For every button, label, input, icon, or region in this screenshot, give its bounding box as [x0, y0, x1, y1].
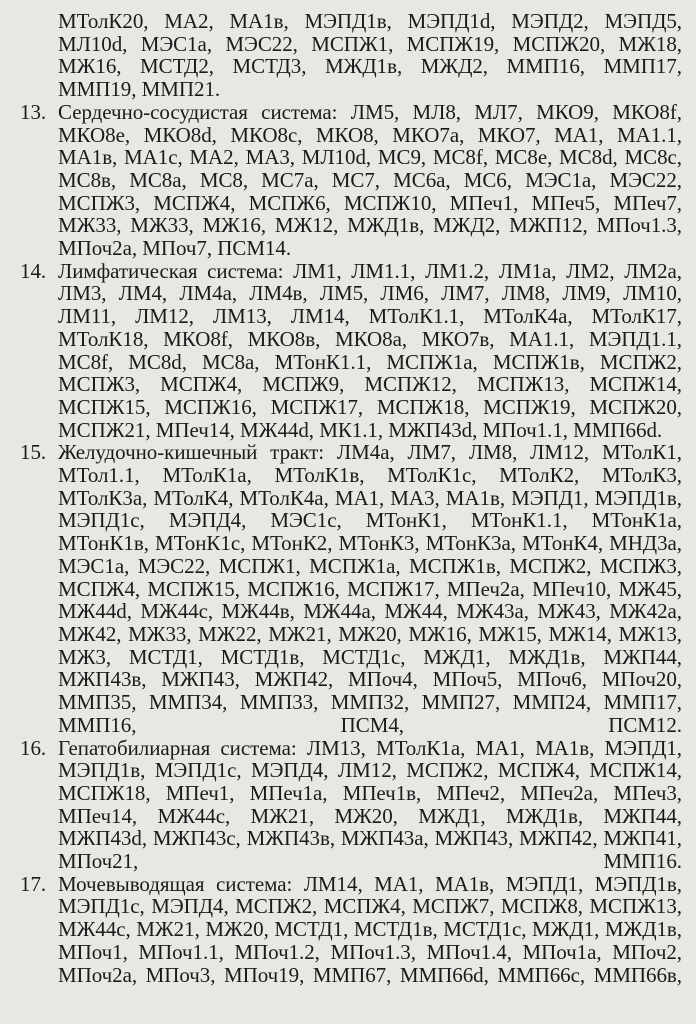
item-text: Сердечно-сосудистая система: ЛМ5, МЛ8, МЛ7, МКО9, МКО8f, МКО8е, МКО8d, МКО8с, МКО8, МКО7а, МКО7, МА1, МА1.1, МА1в, МА1с, МА2, МА3, МЛ10d, МС9, МС8f, МС8е, МС8d, МС8с, МС8в, МС8а, МС8, МС7а, МС7, МС6а, МС6, МЭС1а, МЭС22, МСПЖ3, МСПЖ4, МСПЖ6, МСПЖ10, МПеч1, МПеч5, МПеч7, МЖ33, МЖ33, МЖ16, МЖ12, МЖД1в, МЖД2, МЖП12, МПоч1.3, МПоч2а, МПоч7, ПСМ14.	[58, 99, 682, 261]
item-text: Гепатобилиарная система: ЛМ13, МТолК1а, МА1, МА1в, МЭПД1, МЭПД1в, МЭПД1с, МЭПД4, ЛМ12, МСПЖ2, МСПЖ4, МСПЖ14, МСПЖ18, МПеч1, МПеч1а, МПеч1в, МПеч2, МПеч2а, МПеч3, МПеч14, МЖ44с, МЖ21, МЖ20, МЖД1, МЖД1в, МЖП44, МЖП43d, МЖП43с, МЖП43в, МЖП43а, МЖП43, МЖП42, МЖП41, МПоч21, ММП16.	[58, 735, 682, 874]
list-item-17	[18, 873, 682, 987]
item-number: 15.	[20, 440, 47, 465]
list-item-14	[18, 260, 682, 442]
list-item-13	[18, 101, 682, 260]
item-text: Мочевыводящая система: ЛМ14, МА1, МА1в, МЭПД1, МЭПД1в, МЭПД1с, МЭПД4, МСПЖ2, МСПЖ4, МСПЖ7, МСПЖ8, МСПЖ13, МЖ44с, МЖ21, МЖ20, МСТД1, МСТД1в, МСТД1с, МЖД1, МЖД1в, МПоч1, МПоч1.1, МПоч1.2, МПоч1.3, МПоч1.4, МПоч1а, МПоч2, МПоч2а, МПоч3, МПоч19, ММП67, ММП66d, ММП66с, ММП66в,	[58, 871, 682, 987]
item-number: 14.	[20, 258, 47, 283]
scanned-page	[18, 10, 682, 1014]
list-item-15	[18, 441, 682, 736]
item-number: 13.	[20, 99, 47, 124]
item-text: Желудочно-кишечный тракт: ЛМ4а, ЛМ7, ЛМ8, ЛМ12, МТолК1, МТол1.1, МТолК1а, МТолК1в, МТолК1с, МТолК2, МТолК3, МТолК3а, МТолК4, МТолК4а, МА1, МА3, МА1в, МЭПД1, МЭПД1в, МЭПД1с, МЭПД4, МЭС1с, МТонК1, МТонК1.1, МТонК1а, МТонК1в, МТонК1с, МТонК2, МТонК3, МТонК3а, МТонК4, МНД3а, МЭС1а, МЭС22, МСПЖ1, МСПЖ1а, МСПЖ1в, МСПЖ2, МСПЖ3, МСПЖ4, МСПЖ15, МСПЖ16, МСПЖ17, МПеч2а, МПеч10, МЖ45, МЖ44d, МЖ44с, МЖ44в, МЖ44а, МЖ44, МЖ43а, МЖ43, МЖ42а, МЖ42, МЖ33, МЖ22, МЖ21, МЖ20, МЖ16, МЖ15, МЖ14, МЖ13, МЖ3, МСТД1, МСТД1в, МСТД1с, МЖД1, МЖД1в, МЖП44, МЖП43в, МЖП43, МЖП42, МПоч4, МПоч5, МПоч6, МПоч20, ММП35, ММП34, ММП33, ММП32, ММП27, ММП24, ММП17, ММП16, ПСМ4, ПСМ12.	[58, 440, 682, 737]
item-number: 16.	[20, 735, 47, 760]
item-text: Лимфатическая система: ЛМ1, ЛМ1.1, ЛМ1.2, ЛМ1а, ЛМ2, ЛМ2а, ЛМ3, ЛМ4, ЛМ4а, ЛМ4в, ЛМ5, ЛМ6, ЛМ7, ЛМ8, ЛМ9, ЛМ10, ЛМ11, ЛМ12, ЛМ13, ЛМ14, МТолК1.1, МТолК4а, МТолК17, МТолК18, МКО8f, МКО8в, МКО8а, МКО7в, МА1.1, МЭПД1.1, МС8f, МС8d, МС8а, МТонК1.1, МСПЖ1а, МСПЖ1в, МСПЖ2, МСПЖ3, МСПЖ4, МСПЖ9, МСПЖ12, МСПЖ13, МСПЖ14, МСПЖ15, МСПЖ16, МСПЖ17, МСПЖ18, МСПЖ19, МСПЖ20, МСПЖ21, МПеч14, МЖ44d, МК1.1, МЖП43d, МПоч1.1, ММП66d.	[58, 258, 682, 442]
paragraph-text: МТолК20, МА2, МА1в, МЭПД1в, МЭПД1d, МЭПД2, МЭПД5, МЛ10d, МЭС1а, МЭС22, МСПЖ1, МСПЖ19, МСПЖ20, МЖ18, МЖ16, МСТД2, МСТД3, МЖД1в, МЖД2, ММП16, ММП17, ММП19, ММП21.	[58, 9, 682, 102]
list-item-16	[18, 737, 682, 873]
paragraph-continuation	[18, 10, 682, 101]
item-number: 17.	[20, 871, 47, 896]
